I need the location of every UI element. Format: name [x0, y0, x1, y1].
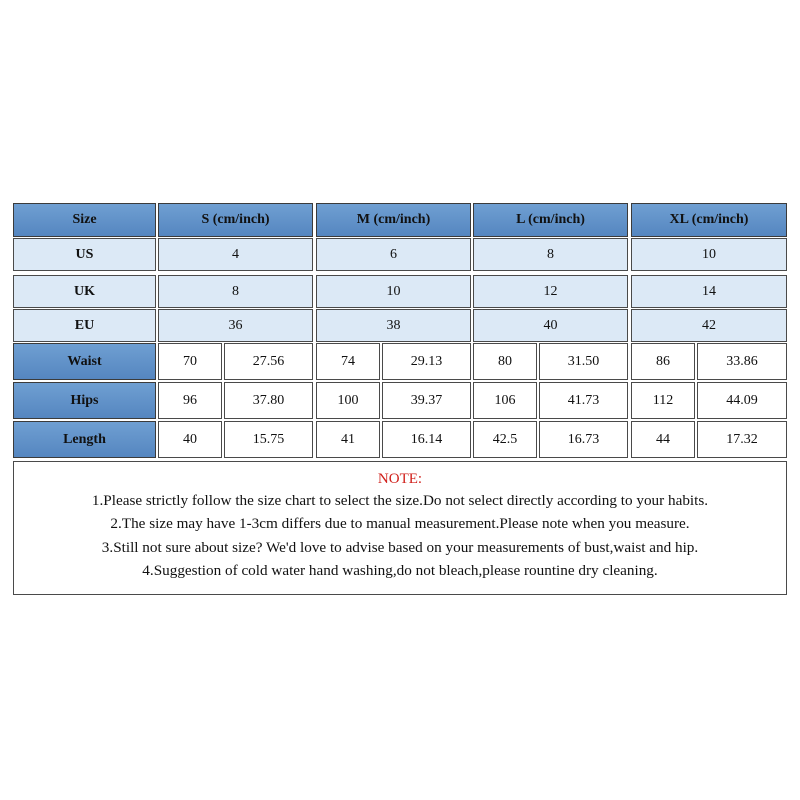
eu-s: 36 — [158, 309, 313, 342]
header-xl: XL (cm/inch) — [631, 203, 787, 237]
waist-m-inch: 29.13 — [382, 343, 471, 380]
note-line-4: 4.Suggestion of cold water hand washing,do not bleach,please rountine dry cleaning. — [142, 562, 658, 580]
uk-l: 12 — [473, 275, 628, 308]
length-m-cm: 41 — [316, 421, 380, 458]
us-s: 4 — [158, 238, 313, 271]
length-xl-inch: 17.32 — [697, 421, 787, 458]
row-label-eu: EU — [13, 309, 156, 342]
us-m: 6 — [316, 238, 471, 271]
row-label-us: US — [13, 238, 156, 271]
hips-m-cm: 100 — [316, 382, 380, 419]
note-line-1: 1.Please strictly follow the size chart to select the size.Do not select directly according to your habits. — [91, 492, 709, 509]
waist-m-cm: 74 — [316, 343, 380, 380]
us-l: 8 — [473, 238, 628, 271]
note-line-2: 2.The size may have 1-3cm differs due to manual measurement.Please note when you measure. — [110, 515, 690, 533]
header-l: L (cm/inch) — [473, 203, 628, 237]
note-line-3: 3.Still not sure about size? We'd love to advise based on your measurements of bust,waist and hip. — [101, 538, 699, 556]
waist-l-inch: 31.50 — [539, 343, 628, 380]
row-label-length: Length — [13, 421, 156, 458]
row-label-uk: UK — [13, 275, 156, 308]
waist-s-cm: 70 — [158, 343, 222, 380]
row-label-waist: Waist — [13, 343, 156, 380]
length-l-cm: 42.5 — [473, 421, 537, 458]
waist-xl-cm: 86 — [631, 343, 695, 380]
length-s-inch: 15.75 — [224, 421, 313, 458]
uk-s: 8 — [158, 275, 313, 308]
hips-l-cm: 106 — [473, 382, 537, 419]
eu-m: 38 — [316, 309, 471, 342]
header-size: Size — [13, 203, 156, 237]
uk-xl: 14 — [631, 275, 787, 308]
hips-m-inch: 39.37 — [382, 382, 471, 419]
eu-l: 40 — [473, 309, 628, 342]
eu-xl: 42 — [631, 309, 787, 342]
hips-xl-cm: 112 — [631, 382, 695, 419]
header-m: M (cm/inch) — [316, 203, 471, 237]
row-label-hips: Hips — [13, 382, 156, 419]
us-xl: 10 — [631, 238, 787, 271]
hips-xl-inch: 44.09 — [697, 382, 787, 419]
length-xl-cm: 44 — [631, 421, 695, 458]
length-s-cm: 40 — [158, 421, 222, 458]
waist-l-cm: 80 — [473, 343, 537, 380]
waist-s-inch: 27.56 — [224, 343, 313, 380]
length-l-inch: 16.73 — [539, 421, 628, 458]
uk-m: 10 — [316, 275, 471, 308]
note-title: NOTE: — [377, 471, 423, 487]
waist-xl-inch: 33.86 — [697, 343, 787, 380]
length-m-inch: 16.14 — [382, 421, 471, 458]
hips-l-inch: 41.73 — [539, 382, 628, 419]
hips-s-inch: 37.80 — [224, 382, 313, 419]
note-box — [13, 461, 787, 595]
header-s: S (cm/inch) — [158, 203, 313, 237]
hips-s-cm: 96 — [158, 382, 222, 419]
